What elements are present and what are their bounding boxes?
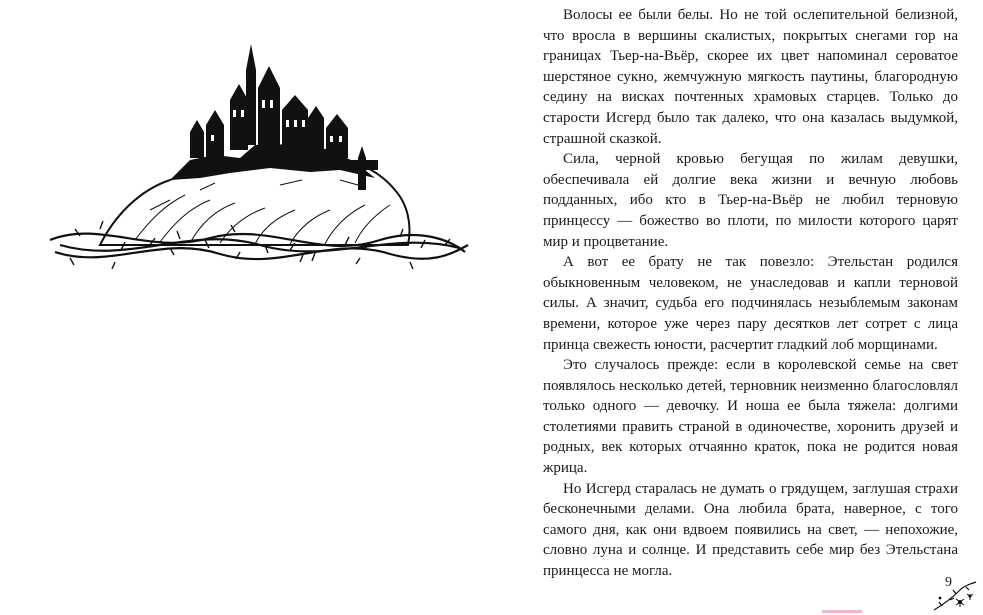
thorn-flower-ornament-icon [930, 580, 980, 612]
page-number: 9 [945, 575, 952, 590]
paragraph: Сила, черной кровью бегущая по жилам девушки, обеспечивала ей долгие века жизни и вечную любовь подданных, ибо кто в Тьер-на-Вьёр не любил терновую принцессу — божество во плоти, по милости которого царят мир и процветание. [543, 151, 958, 250]
paragraph: Волосы ее были белы. Но не той ослепительной белизной, что вросла в вершины скалистых, покрытых снегами гор на границах Тьер-на-Вьёр, скорее их цвет напоминал сероватое шерстяное сукно, жемчужную мягкость паутины, благородную седину на висках почтенных храмовых старцев. Только до старости Исгерд было так далеко, что она казалась выдумкой, страшной сказкой. [543, 7, 958, 147]
paragraph: Это случалось прежде: если в королевской семье на свет появлялось несколько детей, терновник неизменно благословлял только одного — девочку. И ноша ее была тяжела: долгими столетиями править страной в одиночестве, хоронить друзей и родных, век которых отчаянно краток, пока не родится новая жрица. [543, 357, 958, 477]
story-text-column [543, 5, 958, 582]
paragraph: А вот ее брату не так повезло: Этельстан родился обыкновенным человеком, не унаследовав и капли терновой силы. А значит, судьба его подчинялась незыблемым законам времени, которое уже через пару десятков лет сотрет с лица принца свежесть юности, расчертит гладкий лоб морщинами. [543, 254, 958, 353]
castle-on-thorny-hill-illustration [40, 40, 470, 290]
accent-mark [822, 610, 862, 613]
paragraph: Но Исгерд старалась не думать о грядущем, заглушая страхи бесконечными делами. Она любила брата, наверное, с того самого дня, как они вдвоем появились на свет, — непохожие, словно луна и солнце. И представить себе мир без Этельстана принцесса не могла. [543, 480, 958, 580]
